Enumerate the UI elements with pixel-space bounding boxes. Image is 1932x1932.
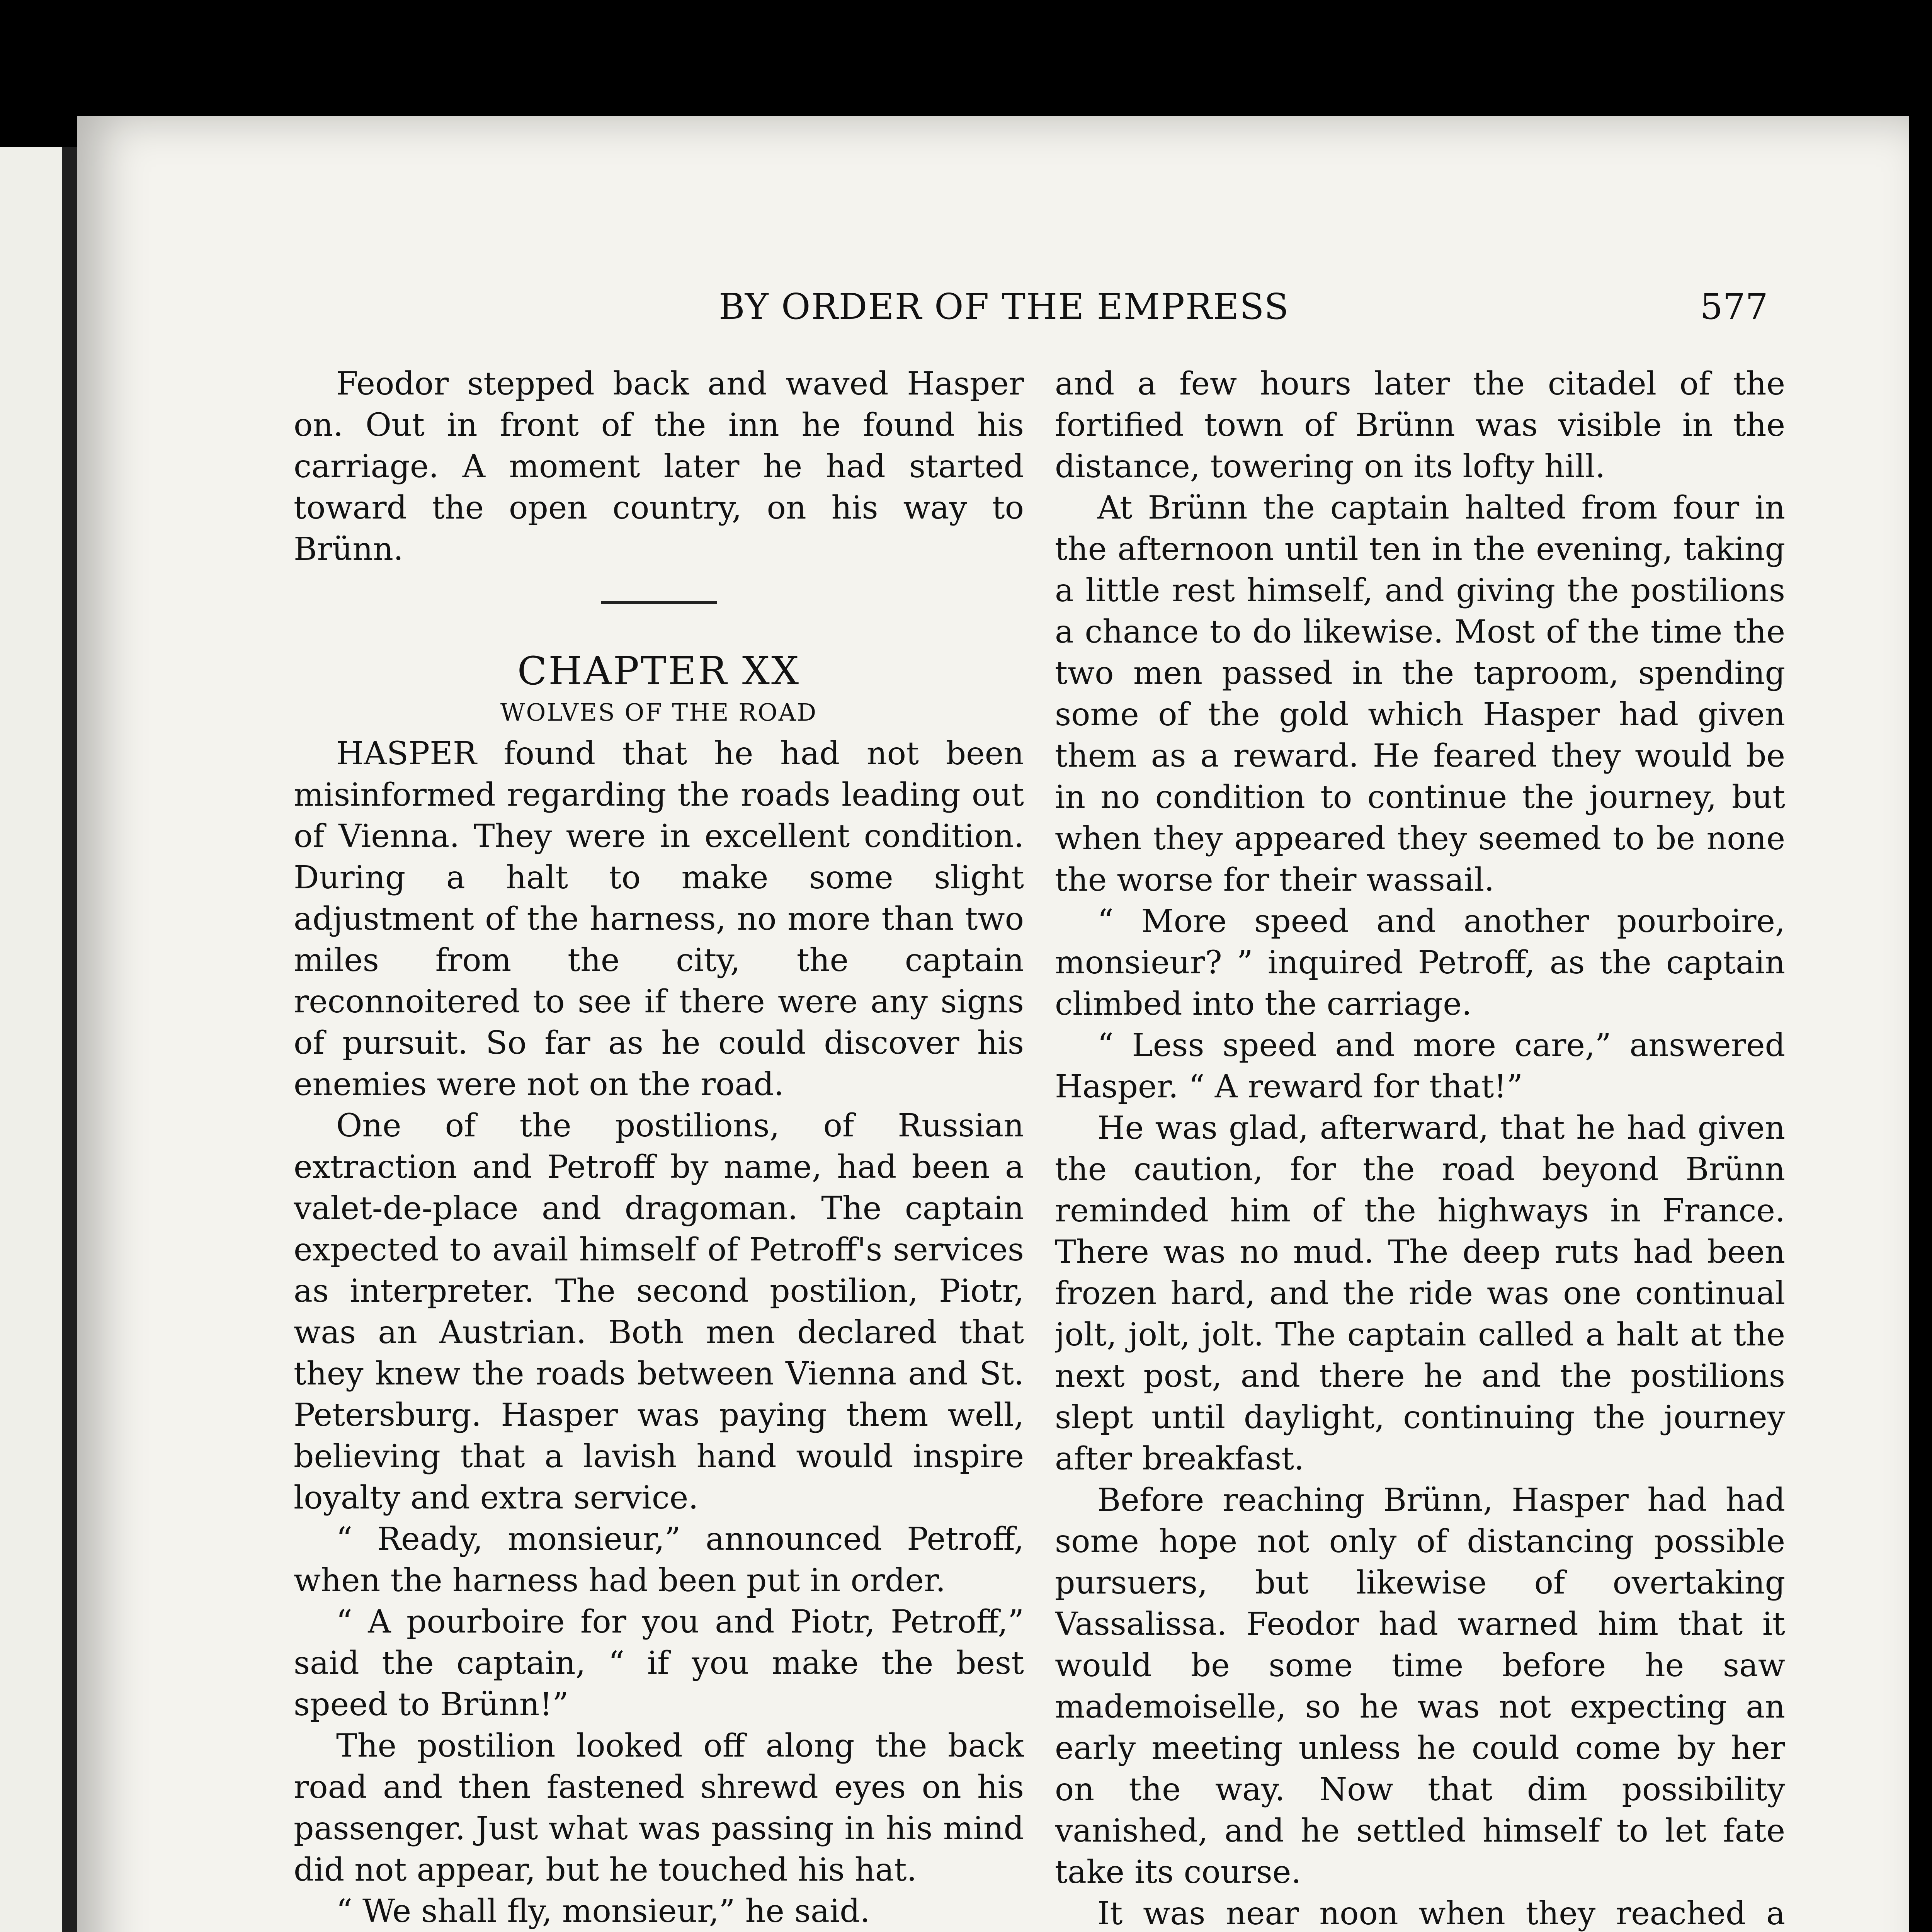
paragraph: “ A pourboire for you and Piotr, Petroff,” said the captain, “ if you make the best speed to Brünn!” <box>294 1604 1024 1723</box>
paragraph: “ Less speed and more care,” answered Hasper. “ A reward for that!” <box>1055 1027 1785 1105</box>
paragraph: The postilion looked off along the back road and then fastened shrewd eyes on his passenger. Just what was passing in his mind did not appear, but he touched his hat. <box>294 1728 1024 1888</box>
left-column <box>294 363 1024 1932</box>
chapter-title: CHAPTER XX <box>517 648 801 694</box>
paragraph: Feodor stepped back and waved Hasper on. Out in front of the inn he found his carriage. A moment later he had started toward the open country, on his way to Brünn. <box>294 366 1024 568</box>
book-page <box>77 116 1909 1932</box>
paragraph: “ We shall fly, monsieur,” he said. <box>336 1893 870 1930</box>
paragraph: At Brünn the captain halted from four in the afternoon until ten in the evening, taking a little rest himself, and giving the postilions a chance to do likewise. Most of the time the two men passed in the taproom, spending some of the gold which Hasper had given them as a reward. He feared they would be in no condition to continue the journey, but when they appeared they seemed to be none the worse for their wassail. <box>1055 490 1785 898</box>
paragraph: “ Ready, monsieur,” announced Petroff, when the harness had been put in order. <box>294 1521 1024 1599</box>
paragraph: “ More speed and another pourboire, monsieur? ” inquired Petroff, as the captain climbed into the carriage. <box>1055 903 1785 1022</box>
page-header <box>77 286 1909 340</box>
paragraph: Before reaching Brünn, Hasper had had some hope not only of distancing possible pursuers, but likewise of overtaking Vassalissa. Feodor had warned him that it would be some time before he saw mademoiselle, so he was not expecting an early meeting unless he could come by her on the way. Now that dim possibility vanished, and he settled himself to let fate take its course. <box>1055 1482 1785 1891</box>
facing-page-edge <box>0 147 62 1932</box>
page-number: 577 <box>1700 286 1768 327</box>
right-column <box>1055 363 1785 1932</box>
paragraph: One of the postilions, of Russian extraction and Petroff by name, had been a valet-de-place and dragoman. The captain expected to avail himself of Petroff's services as interpreter. The second postilion, Piotr, was an Austrian. Both men declared that they knew the roads between Vienna and St. Petersburg. Hasper was paying them well, believing that a lavish hand would inspire loyalty and extra service. <box>294 1107 1024 1516</box>
paragraph: He was glad, afterward, that he had given the caution, for the road beyond Brünn reminded him of the highways in France. There was no mud. The deep ruts had been frozen hard, and the ride was one continual jolt, jolt, jolt. The captain called a halt at the next post, and there he and the postilions slept until daylight, continuing the journey after breakfast. <box>1055 1110 1785 1477</box>
paragraph: and a few hours later the citadel of the fortified town of Brünn was visible in the distance, towering on its lofty hill. <box>1055 366 1785 485</box>
chapter-subtitle: WOLVES OF THE ROAD <box>500 698 818 726</box>
binding-shadow <box>62 147 77 1932</box>
paragraph: It was near noon when they reached a <box>1097 1895 1785 1932</box>
paragraph: HASPER found that he had not been misinformed regarding the roads leading out of Vienna. They were in excellent condition. During a halt to make some slight adjustment of the harness, no more than two miles from the city, the captain reconnoitered to see if there were any signs of pursuit. So far as he could discover his enemies were not on the road. <box>294 735 1024 1103</box>
section-rule <box>601 601 717 604</box>
running-head: BY ORDER OF THE EMPRESS <box>719 286 1289 327</box>
